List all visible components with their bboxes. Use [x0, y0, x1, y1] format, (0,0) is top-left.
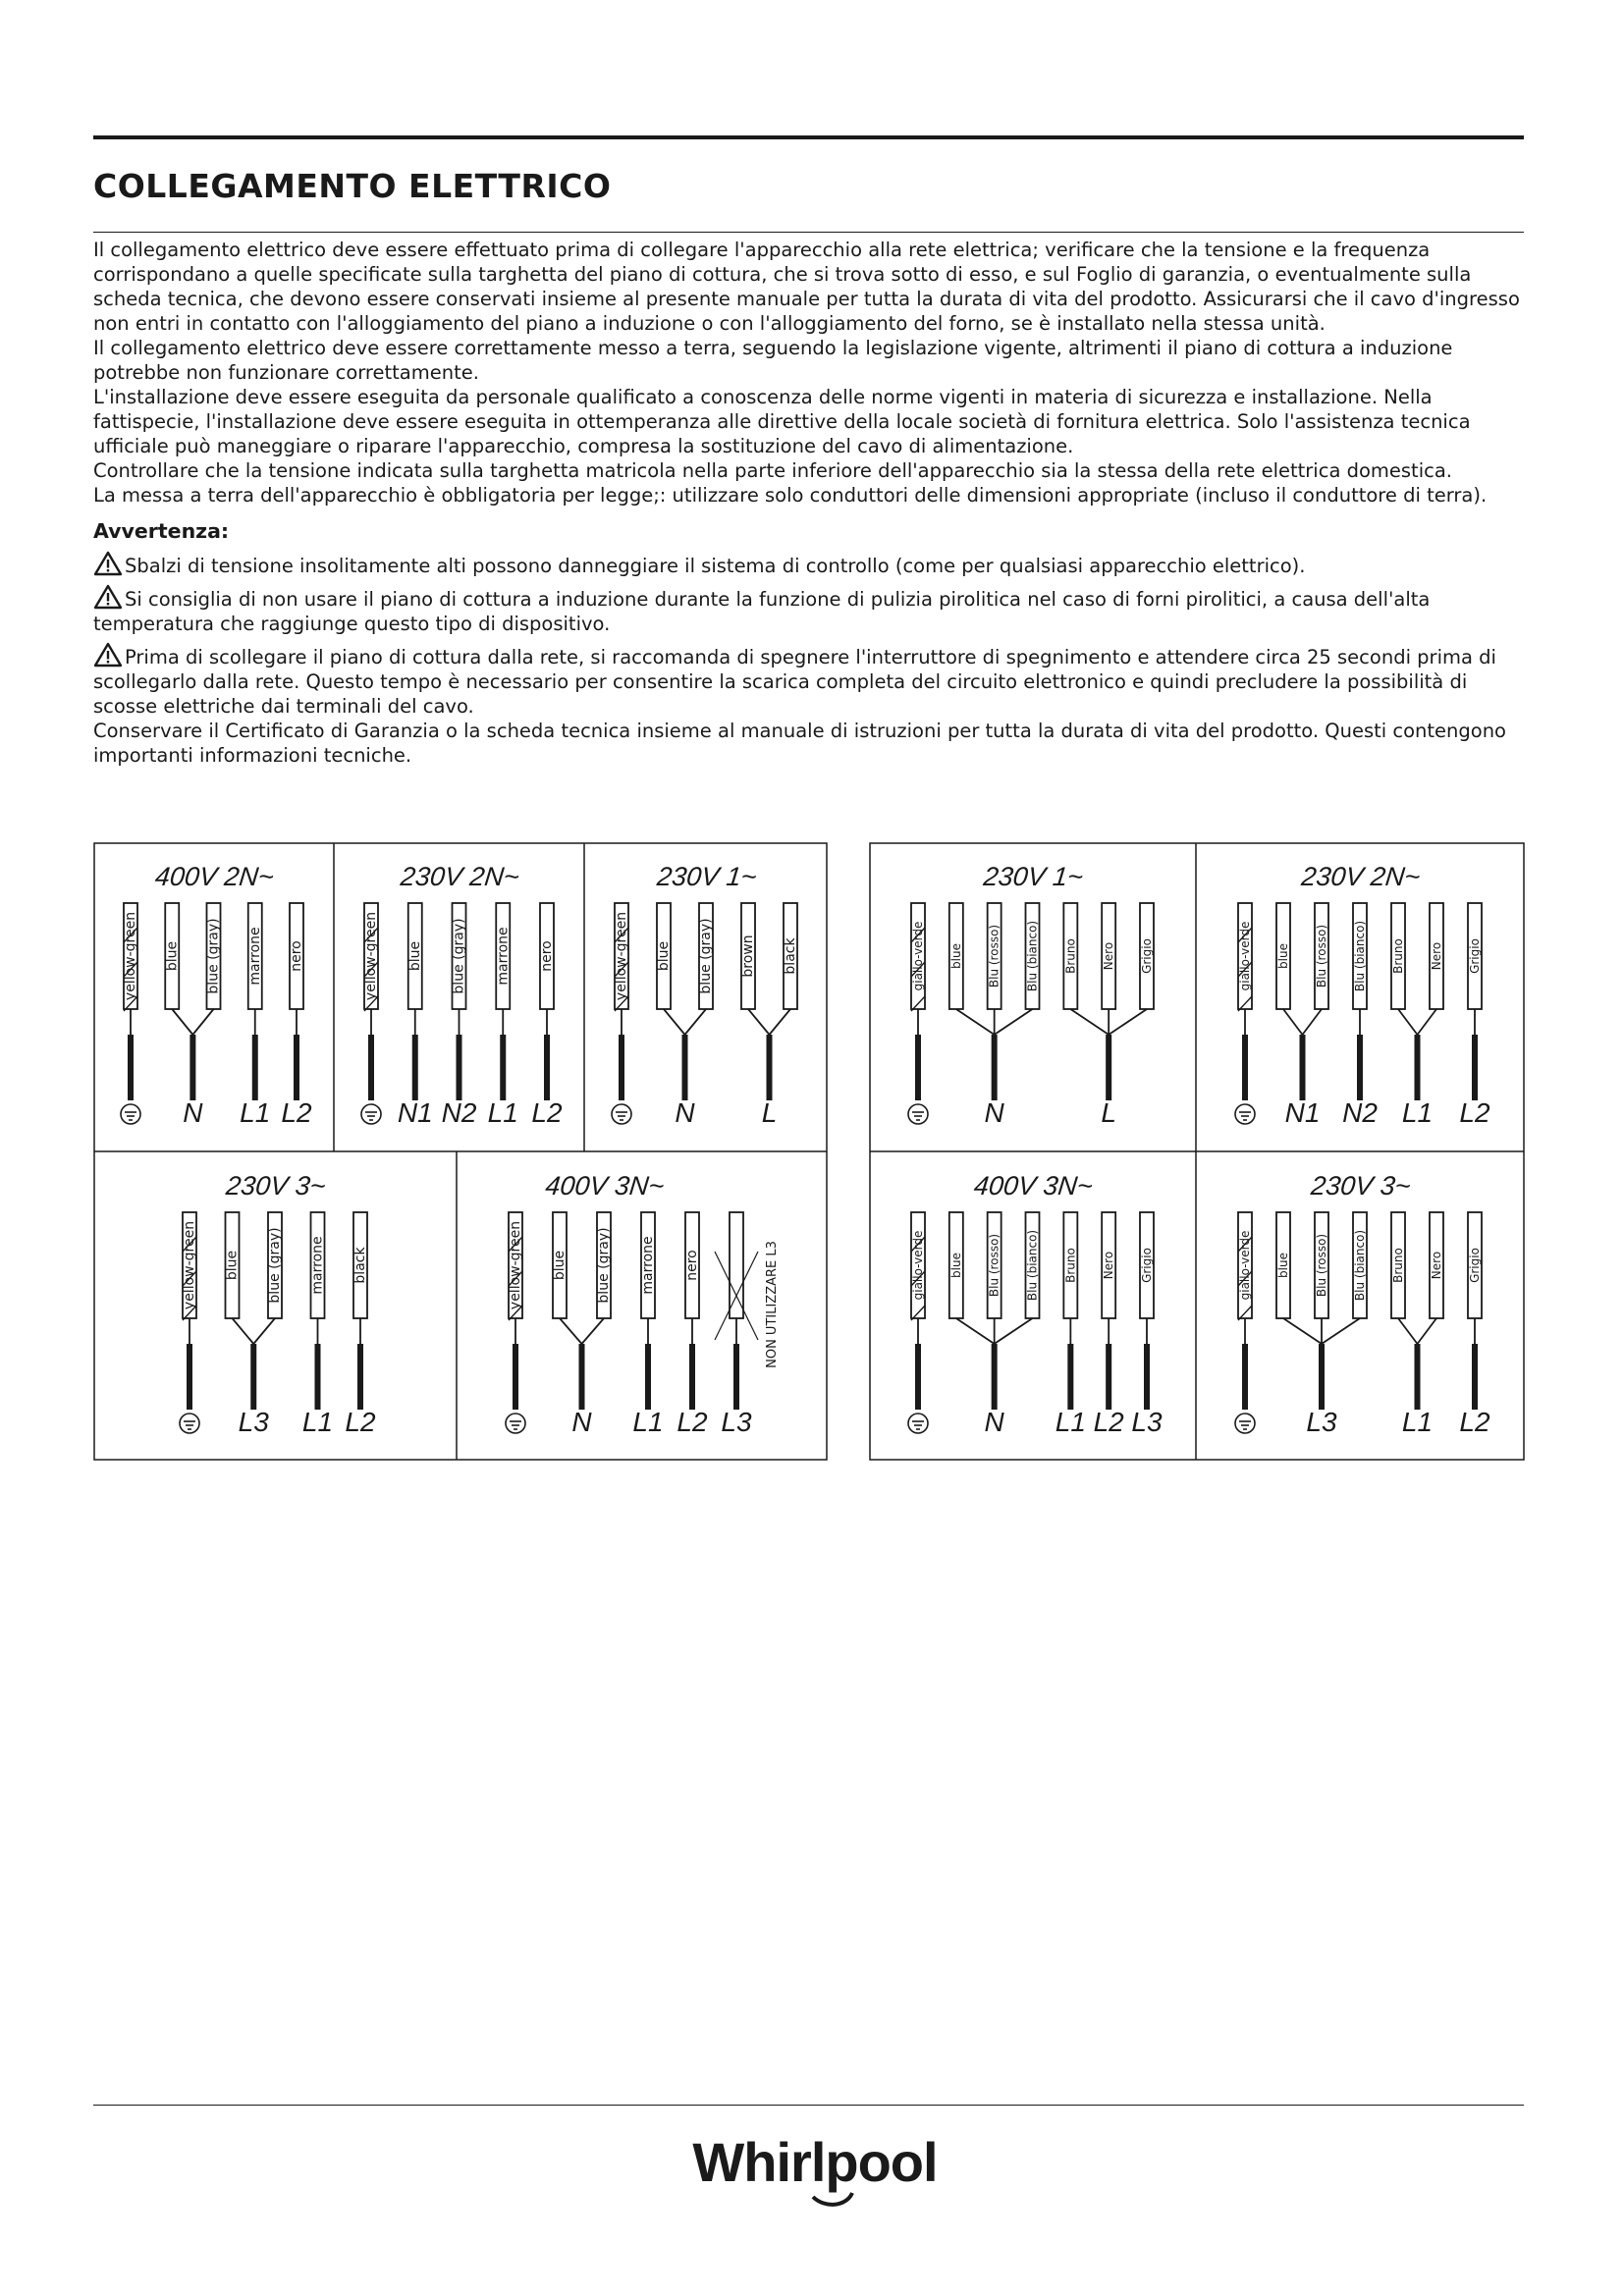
wire-label: blue (gray)	[698, 918, 714, 994]
top-rule	[93, 135, 1524, 139]
wire-terminal-pin	[645, 1344, 651, 1410]
wire-lead	[253, 1318, 275, 1344]
wire-lead	[956, 1009, 995, 1035]
wire-label: blue	[224, 1250, 241, 1281]
note-label: NON UTILIZZARE L3	[765, 1241, 780, 1368]
terminal-label: L1	[301, 1407, 334, 1437]
brand-swoosh	[677, 2128, 952, 2211]
wiring-diagram	[506, 1170, 780, 1437]
wire-label: Blu (bianco)	[1025, 920, 1040, 992]
wire-label: blue (gray)	[451, 918, 467, 994]
wire-lead	[1070, 1009, 1109, 1035]
wire-label: Grigio	[1468, 938, 1482, 974]
wire-lead	[995, 1318, 1033, 1344]
terminal-label: L2	[1093, 1407, 1124, 1437]
wire-label: nero	[684, 1250, 700, 1281]
voltage-label: 400V 3N~	[972, 1170, 1095, 1201]
terminal-label: L	[1101, 1097, 1116, 1128]
wire-terminal-pin	[513, 1344, 518, 1410]
paragraph: Controllare che la tensione indicata sulla targhetta matricola nella parte inferiore dell'apparecchio sia la stessa della rete elettrica domestica.	[93, 459, 1452, 482]
wire-lead	[664, 1009, 685, 1035]
wire-lead	[1418, 1009, 1437, 1035]
wiring-diagram-table-right	[869, 842, 1525, 1461]
terminal-label: L3	[1131, 1407, 1163, 1437]
terminal-label: L1	[632, 1407, 664, 1437]
terminal-label: L2	[281, 1097, 312, 1128]
voltage-label: 230V 1~	[982, 861, 1085, 891]
terminal-label: L1	[1401, 1097, 1434, 1128]
terminal-label: N	[675, 1097, 695, 1128]
ground-symbol-icon	[908, 1104, 928, 1124]
wire-label: blue (gray)	[205, 918, 222, 994]
terminal-label: N1	[397, 1097, 433, 1128]
page-title: COLLEGAMENTO ELETTRICO	[93, 167, 612, 205]
wire-label: Blu (rosso)	[1315, 924, 1328, 988]
wire-terminal-pin	[915, 1035, 921, 1100]
wire-label: nero	[289, 940, 304, 972]
warning-text: Sbalzi di tensione insolitamente alti possono danneggiare il sistema di controllo (come per qualsiasi apparecchio elettrico).	[125, 555, 1306, 577]
ground-symbol-icon	[180, 1414, 199, 1433]
wire-terminal-pin	[733, 1344, 739, 1410]
voltage-label: 230V 2N~	[399, 861, 521, 891]
wire-label: Nero	[1102, 1251, 1116, 1280]
terminal-label: L2	[531, 1097, 563, 1128]
wire-lead	[956, 1318, 995, 1344]
wire-terminal-pin	[1415, 1344, 1421, 1410]
wiring-diagram	[908, 1170, 1163, 1437]
wire-terminal-pin	[1472, 1035, 1478, 1100]
wire-label: marrone	[640, 1236, 656, 1295]
wire-label: blue	[406, 940, 423, 972]
terminal-label: L3	[721, 1407, 752, 1437]
wire-label: blue	[1276, 1253, 1290, 1278]
voltage-label: 230V 2N~	[1299, 861, 1423, 891]
warning-triangle-icon	[93, 584, 123, 610]
wire-terminal-pin	[992, 1344, 998, 1410]
wire-terminal-pin	[357, 1344, 363, 1410]
unused-wire-strip	[730, 1212, 743, 1318]
wire-label: blue (gray)	[267, 1227, 283, 1304]
wire-terminal-pin	[1144, 1344, 1150, 1410]
wire-label: Blu (bianco)	[1353, 920, 1367, 992]
wire-terminal-pin	[500, 1035, 506, 1100]
wire-label: Bruno	[1391, 1248, 1405, 1283]
wire-label: Grigio	[1140, 1248, 1154, 1283]
wire-label: Blu (rosso)	[1315, 1233, 1328, 1298]
wire-terminal-pin	[412, 1035, 418, 1100]
wiring-diagram	[180, 1170, 376, 1437]
wire-lead	[1303, 1009, 1323, 1035]
wire-terminal-pin	[128, 1035, 134, 1100]
wire-terminal-pin	[1415, 1035, 1421, 1100]
wire-label: marrone	[309, 1236, 326, 1295]
wire-terminal-pin	[187, 1344, 192, 1410]
wire-label: Bruno	[1063, 1248, 1078, 1283]
wire-label: marrone	[246, 927, 263, 986]
terminal-label: L2	[677, 1407, 708, 1437]
terminal-label: L3	[1306, 1407, 1337, 1437]
wire-terminal-pin	[1067, 1344, 1073, 1410]
warning-triangle-icon	[93, 642, 123, 667]
wiring-diagram	[121, 861, 312, 1128]
wire-label: black	[352, 1247, 368, 1284]
terminal-label: N	[571, 1407, 592, 1437]
body-text	[93, 238, 1527, 768]
wire-label: Grigio	[1468, 1248, 1482, 1283]
terminal-label: L3	[238, 1407, 269, 1437]
wire-label: yellow-green	[508, 1220, 523, 1310]
wire-terminal-pin	[689, 1344, 695, 1410]
terminal-label: N	[984, 1407, 1004, 1437]
wire-lead	[1418, 1318, 1437, 1344]
wire-label: yellow-green	[363, 911, 379, 1001]
ground-symbol-icon	[1235, 1414, 1255, 1433]
brand-logo	[677, 2128, 952, 2211]
wire-lead	[685, 1009, 707, 1035]
wire-label: Blu (bianco)	[1025, 1229, 1040, 1302]
wire-lead	[560, 1318, 582, 1344]
wire-lead	[233, 1318, 254, 1344]
wire-label: brown	[740, 934, 756, 978]
wire-terminal-pin	[189, 1035, 195, 1100]
wire-label: blue	[1276, 943, 1290, 969]
wiring-diagram	[908, 861, 1154, 1128]
wire-label: yellow-green	[614, 911, 629, 1001]
wire-label: blue (gray)	[596, 1227, 612, 1304]
terminal-label: N	[984, 1097, 1004, 1128]
voltage-label: 400V 3N~	[543, 1170, 667, 1201]
wire-lead	[1398, 1318, 1418, 1344]
ground-symbol-icon	[1235, 1104, 1255, 1124]
terminal-label: L2	[1459, 1407, 1490, 1437]
wire-terminal-pin	[992, 1035, 998, 1100]
voltage-label: 230V 3~	[224, 1170, 328, 1201]
wire-label: blue	[656, 940, 672, 972]
wire-lead	[192, 1009, 213, 1035]
wire-label: Bruno	[1063, 938, 1078, 974]
wire-lead	[1283, 1009, 1303, 1035]
closing-paragraph: Conservare il Certificato di Garanzia o la scheda tecnica insieme al manuale di istruzioni per tutta la durata di vita del prodotto. Questi contengono importanti informazioni tecniche.	[93, 720, 1506, 767]
wire-terminal-pin	[315, 1344, 321, 1410]
terminal-label: N2	[1342, 1097, 1378, 1128]
ground-symbol-icon	[506, 1414, 525, 1433]
wire-lead	[748, 1009, 770, 1035]
wire-label: Bruno	[1391, 938, 1405, 974]
wire-terminal-pin	[1106, 1035, 1111, 1100]
ground-symbol-icon	[612, 1104, 631, 1124]
wire-lead	[1322, 1318, 1360, 1344]
wiring-diagram	[1235, 861, 1490, 1128]
wire-label: Blu (bianco)	[1353, 1229, 1367, 1302]
warning-triangle-icon	[93, 551, 123, 576]
wire-label: yellow-green	[182, 1220, 197, 1310]
warning-text: Si consiglia di non usare il piano di cottura a induzione durante la funzione di pulizia pirolitica nel caso di forni pirolitici, a causa dell'alta temperatura che raggiunge questo tipo di dispositivo.	[93, 588, 1431, 635]
wire-label: Nero	[1430, 941, 1443, 971]
warning-item	[93, 551, 1527, 578]
wire-lead	[770, 1009, 791, 1035]
wire-terminal-pin	[619, 1035, 624, 1100]
wire-terminal-pin	[767, 1035, 773, 1100]
voltage-label: 400V 2N~	[153, 861, 276, 891]
wire-label: blue	[948, 1253, 963, 1278]
title-rule	[93, 232, 1524, 233]
wire-terminal-pin	[682, 1035, 688, 1100]
wiring-diagram-table-left	[93, 842, 828, 1461]
voltage-label: 230V 3~	[1309, 1170, 1413, 1201]
wire-terminal-pin	[544, 1035, 550, 1100]
terminal-label: L1	[240, 1097, 271, 1128]
wire-label: Blu (rosso)	[987, 924, 1001, 988]
wire-terminal-pin	[1319, 1344, 1325, 1410]
wire-label: yellow-green	[123, 911, 138, 1001]
wire-lead	[1109, 1009, 1147, 1035]
terminal-label: L1	[1401, 1407, 1434, 1437]
wire-terminal-pin	[1242, 1035, 1248, 1100]
wire-label: blue	[552, 1250, 568, 1281]
wire-lead	[1283, 1318, 1322, 1344]
wire-label: Nero	[1102, 941, 1116, 971]
terminal-label: N2	[441, 1097, 477, 1128]
ground-symbol-icon	[361, 1104, 381, 1124]
wire-lead	[995, 1009, 1033, 1035]
wire-label: giallo-verde	[911, 1230, 925, 1301]
wire-label: black	[783, 937, 798, 975]
wire-terminal-pin	[368, 1035, 374, 1100]
wire-lead	[1398, 1009, 1418, 1035]
wire-label: giallo-verde	[1238, 1230, 1252, 1301]
brand-name: Whirlpool	[692, 2131, 938, 2193]
wire-terminal-pin	[1472, 1344, 1478, 1410]
wire-terminal-pin	[250, 1344, 256, 1410]
terminal-label: L1	[487, 1097, 518, 1128]
terminal-label: L2	[345, 1407, 376, 1437]
wiring-diagram	[361, 861, 563, 1128]
terminal-label: N1	[1284, 1097, 1321, 1128]
wire-label: marrone	[495, 927, 512, 986]
terminal-label: L1	[1055, 1407, 1086, 1437]
wire-terminal-pin	[457, 1035, 462, 1100]
ground-symbol-icon	[121, 1104, 140, 1124]
wiring-diagram	[1235, 1170, 1490, 1437]
paragraph: Il collegamento elettrico deve essere effettuato prima di collegare l'apparecchio alla rete elettrica; verificare che la tensione e la frequenza corrispondano a quelle specificate sulla targhetta del piano di cottura, che si trova sotto di esso, e sul Foglio di garanzia, o eventualmente sulla scheda tecnica, che devono essere conservati insieme al presente manuale per tutta la durata di vita del prodotto. Assicurarsi che il cavo d'ingresso non entri in contatto con l'alloggiamento del piano a induzione o con l'alloggiamento del forno, se è installato nella stessa unità.	[93, 239, 1520, 335]
wire-label: Grigio	[1140, 938, 1154, 974]
terminal-label: L	[761, 1097, 778, 1128]
terminal-label: L2	[1459, 1097, 1490, 1128]
wire-terminal-pin	[252, 1035, 258, 1100]
paragraph: Il collegamento elettrico deve essere correttamente messo a terra, seguendo la legislazione vigente, altrimenti il piano di cottura a induzione potrebbe non funzionare correttamente.	[93, 337, 1453, 384]
wire-terminal-pin	[1300, 1035, 1306, 1100]
wire-terminal-pin	[1106, 1344, 1111, 1410]
wire-label: nero	[539, 940, 555, 972]
wire-terminal-pin	[1242, 1344, 1248, 1410]
warning-heading: Avvertenza:	[93, 519, 230, 543]
wire-terminal-pin	[1357, 1035, 1363, 1100]
wire-label: giallo-verde	[1238, 921, 1252, 991]
wire-terminal-pin	[915, 1344, 921, 1410]
paragraph: La messa a terra dell'apparecchio è obbligatoria per legge;: utilizzare solo conduttori delle dimensioni appropriate (incluso il conduttore di terra).	[93, 484, 1488, 507]
wiring-diagram	[612, 861, 798, 1128]
voltage-label: 230V 1~	[655, 861, 759, 891]
terminal-label: N	[183, 1097, 203, 1128]
ground-symbol-icon	[908, 1414, 928, 1433]
wire-label: Blu (rosso)	[987, 1233, 1001, 1298]
wire-terminal-pin	[294, 1035, 299, 1100]
wire-lead	[582, 1318, 605, 1344]
wire-terminal-pin	[579, 1344, 585, 1410]
wire-label: blue	[948, 943, 963, 969]
footer-rule	[93, 2105, 1524, 2106]
wire-label: giallo-verde	[911, 921, 925, 991]
warning-text: Prima di scollegare il piano di cottura dalla rete, si raccomanda di spegnere l'interruttore di spegnimento e attendere circa 25 secondi prima di scollegarlo dalla rete. Questo tempo è necessario per consentire la scarica completa del circuito elettronico e quindi precludere la possibilità di scosse elettriche dai terminali del cavo.	[93, 646, 1496, 718]
paragraph: L'installazione deve essere eseguita da personale qualificato a conoscenza delle norme vigenti in materia di sicurezza e installazione. Nella fattispecie, l'installazione deve essere eseguita in ottemperanza alle direttive della locale società di fornitura elettrica. Solo l'assistenza tecnica ufficiale può maneggiare o riparare l'apparecchio, compresa la sostituzione del cavo di alimentazione.	[93, 386, 1471, 457]
warning-item	[93, 584, 1527, 636]
wire-lead	[172, 1009, 192, 1035]
wire-label: Nero	[1430, 1251, 1443, 1280]
wire-label: blue	[164, 940, 181, 972]
warning-item	[93, 642, 1527, 719]
